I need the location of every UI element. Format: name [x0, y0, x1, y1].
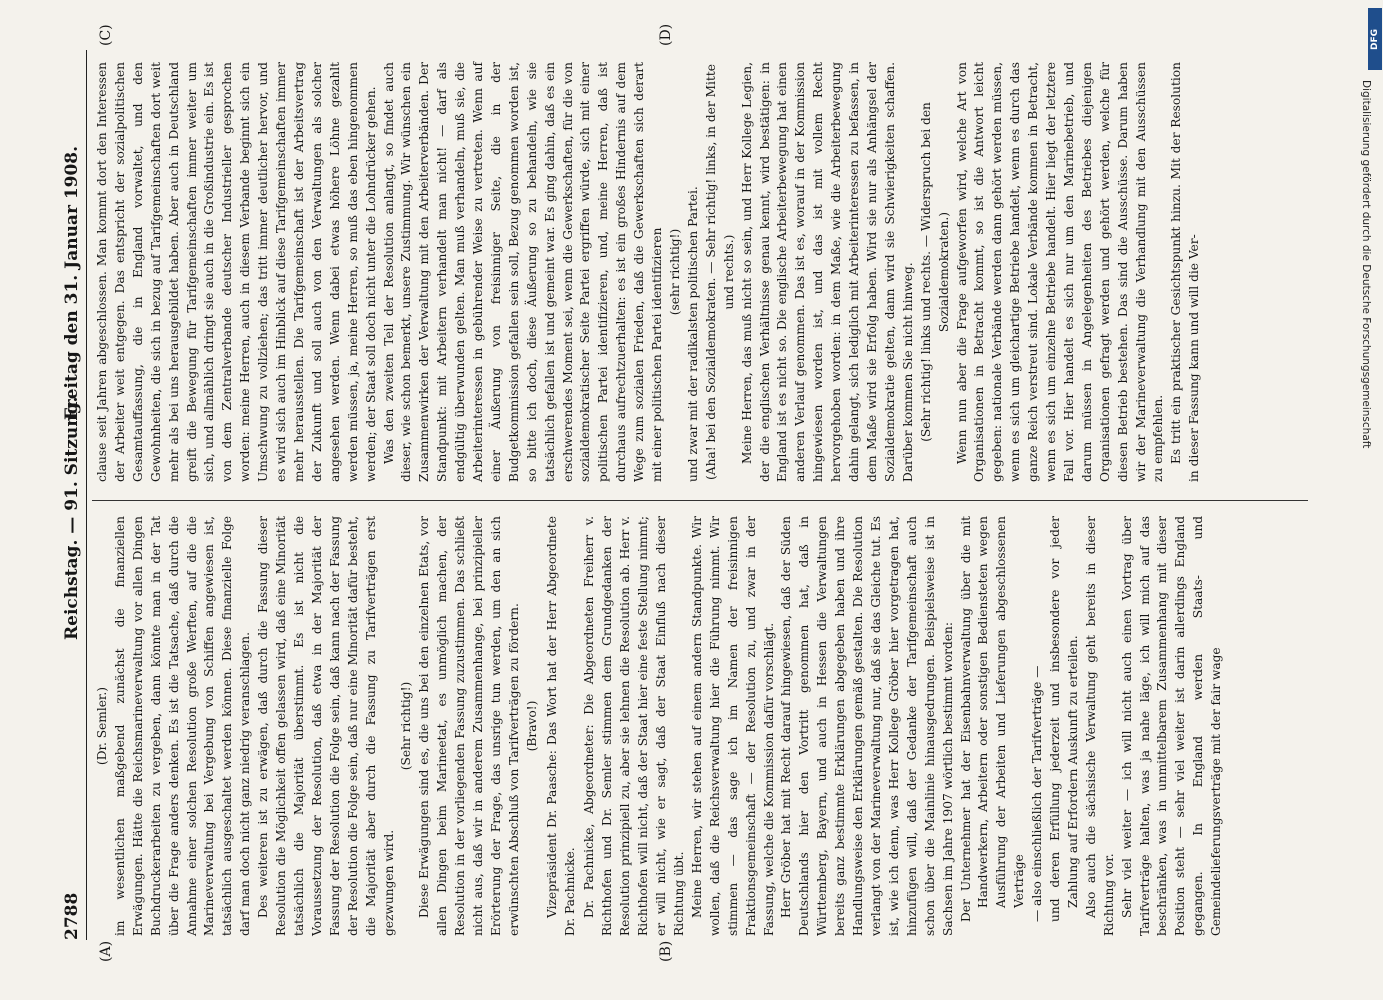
running-header: [58, 50, 84, 940]
quotation: und deren Erfüllung jederzeit und insbesondere vor jeder Zahlung auf Erfordern Auskunft zu erteilen.: [1048, 516, 1080, 922]
rotated-page: [58, 23, 1308, 962]
paragraph: Sehr viel weiter — ich will nicht auch einen Vortrag über Tarifverträge halten, was ja nahe läge, ich will mich auf das beschränken, was in unmittelbarem Zusammenhang mit dieser Position steht — sehr viel weiter ist darin allerdings England gegangen. In England werden Staats- und Gemeindelieferungsverträge mit der fair wage: [1119, 516, 1224, 936]
interjection: (Sehr richtig! links und rechts. — Widerspruch bei den Sozialdemokraten.): [918, 102, 951, 442]
paragraph: Wenn nun aber die Frage aufgeworfen wird, welche Art von Organisationen in Betracht kommt, so ist die Antwort leicht gegeben: nationale Verbände werden dann gehört werden müssen, wenn es sich um gleichartige Betriebe handelt, wenn es durch das ganze Reich verstreut sind. Lokale Verbände kommen in Betracht, wenn es sich um einzelne Betriebe handelt. Hier liegt der letztere Fall vor. Hier handelt es sich nur um den Marinebetrieb, und darum müssen in Angelegenheiten des Betriebes diejenigen Organisationen gefragt werden und gehört werden, welche für diesen Betrieb bestehen. Das sind die Ausschüsse. Darum haben wir der Marineverwaltung die Verhandlung mit den Ausschüssen zu empfehlen.: [954, 62, 1166, 482]
paragraph: Vizepräsident Dr. Paasche: Das Wort hat der Herr Abgeordnete Dr. Pachnicke.: [544, 516, 577, 936]
paragraph: Meine Herren, das muß nicht so sein, und Herr Kollege Legien, der die englischen Verhältnisse genau kennt, wird bestätigen: in England ist es nicht so. Die englische Arbeiterbewegung hat einen anderen Verlauf genommen. Das ist es, worauf in der Kommission hingewiesen worden ist, und das ist mit vollem Recht hervorgehoben worden: in dem Maße, wie die Arbeiterbewegung dahin gelangt, sich lediglich mit Arbeiterinteressen zu befassen, in dem Maße wird sie Erfolg haben. Wird sie nur als Anhängsel der Sozialdemokratie gelten, dann wird sie Schwierigkeiten schaffen. Darüber kommen Sie nicht hinweg.: [739, 62, 915, 482]
paragraph: Was den zweiten Teil der Resolution anlangt, so findet auch dieser, wie schon bemerkt, unsere Zustimmung. Wir wünschen ein Zusammenwirken der Verwaltung mit den Arbeiterverbänden. Der Standpunkt: mit Arbeitern verhandelt man nicht! — darf als endgültig überwunden gelten. Man muß verhandeln, muß sie, die Arbeiterinteressen in gebührender Weise zu vertreten. Wenn auf einer Äußerung von freisinniger Seite, die in der Budgetkommission gefallen sein soll, Bezug genommen worden ist, so bitte ich doch, diese Äußerung so zu behandeln, wie sie tatsächlich gefallen ist und gemeint war. Es ging dahin, daß es ein erschwerendes Moment sei, wenn die Gewerkschaften, für die von sozialdemokratischer Seite Partei ergriffen würde, sich mit einer politischen Partei identifizieren, und, meine Herren, daß ist durchaus aufrechtzuerhalten: es ist ein großes Hindernis auf dem Wege zum sozialen Frieden, daß die Gewerkschaften sich derart mit einer politischen Partei identifizieren: [381, 62, 665, 482]
interjection: (Aha! bei den Sozialdemokraten. — Sehr richtig! links, in der Mitte und rechts.): [703, 64, 736, 480]
interjection: (Sehr richtig!): [399, 681, 414, 771]
dfg-logo: DFG: [1368, 8, 1382, 70]
column-divider: [92, 500, 1308, 501]
paragraph: Diese Erwägungen sind es, die uns bei den einzelnen Etats, vor allen Dingen beim Marineetat, es unmöglich machen, der Resolution in der vorliegenden Fassung zuzustimmen. Das schließt nicht aus, daß wir in anderem Zusammenhange, bei prinzipieller Erörterung der Frage, das unsrige tun werden, um den an sich erwünschten Abschluß von Tarifverträgen zu fördern.: [417, 516, 521, 936]
paragraph: Also auch die sächsische Verwaltung geht bereits in dieser Richtung vor.: [1083, 516, 1116, 936]
margin-mark-c: (C): [98, 24, 114, 46]
margin-mark-a: (A): [98, 940, 114, 962]
paragraph: Des weiteren ist zu erwägen, daß durch die Fassung dieser Resolution die Möglichkeit offen gelassen wird, daß eine Minorität tatsächlich die Majorität überstimmt. Es ist nicht die Voraussetzung der Resolution, daß etwa in der Majorität der Fassung der Resolution die Folge sein, daß kann nach der Fassung der Resolution die Folge sein, daß nur eine Minorität dafür besteht, die Majorität aber durch die Fassung zu Tarifverträgen erst gezwungen wird.: [256, 516, 396, 936]
header-rule: [86, 50, 87, 940]
left-column: [94, 516, 1226, 936]
session-title: Reichstag. — 91. Sitzung.: [62, 396, 82, 640]
margin-mark-b: (B): [658, 940, 674, 962]
margin-mark-d: (D): [658, 23, 674, 46]
digitization-watermark: Digitalisierung gefördert durch die Deutsche Forschungsgemeinschaft: [1360, 80, 1372, 449]
paragraph: Es tritt ein praktischer Gesichtspunkt hinzu. Mit der Resolution in dieser Fassung kann und will die Ver-: [1169, 62, 1202, 482]
speaker-note: (Dr. Semler.): [95, 686, 109, 766]
paragraph: und zwar mit der radikalsten politischen Partei.: [685, 186, 700, 482]
interjection: (Bravo!): [524, 700, 539, 752]
paragraph: im wesentlichen maßgebend zunächst die finanziellen Erwägungen. Hätte die Reichsmarineverwaltung vor allen Dingen Buchdruckerarbeiten zu vergeben, dann könnte man in der Tat über die Frage anders denken. Es ist die Tatsache, daß durch die Annahme einer solchen Resolution große Werften, auf die die Marineverwaltung bei Vergebung von Schiffen angewiesen ist, tatsächlich ausgeschaltet werden können. Diese finanzielle Folge darf man doch nicht ganz niedrig veranschlagen.: [112, 516, 253, 936]
right-column: [94, 62, 1204, 482]
paragraph: Herr Gröber hat mit Recht darauf hingewiesen, daß der Süden Deutschlands hier den Vortritt genommen hat, daß in Württemberg, Bayern, und auch in Hessen die Verwaltungen bereits ganz bestimmte Erklärungen abgegeben haben und ihre Handlungsweise den Erklärungen gemäß gestalten. Die Resolution verlangt von der Marineverwaltung nur, daß sie das Gleiche tut. Es ist, wie ich denn, was Herr Kollege Gröber hier vorgetragen hat, hinzufügen will, daß der Gedanke der Tarifgemeinschaft auch schon über die Mainlinie hinausgedrungen. Beispielsweise ist in Sachsen im Jahre 1907 wörtlich bestimmt worden:: [779, 516, 955, 936]
page-number: 2788: [62, 892, 82, 940]
interjection: (sehr richtig!): [668, 228, 682, 316]
quotation: — also einschließlich der Tarifverträge —: [1030, 665, 1045, 922]
paragraph: clause seit Jahren abgeschlossen. Man kommt dort den Interessen der Arbeiter weit entgegen. Das entspricht der sozialpolitischen Gesamtauffassung, die in England vorwaltet, und den Gewohnheiten, die sich in bezug auf Tarifgemeinschaften dort weit mehr als bei uns herausgebildet haben. Aber auch in Deutschland greift die Bewegung für Tarifgemeinschaften immer weiter um sich, und allmählich dringt sie auch in die Großindustrie ein. Es ist von dem Zentralverbande deutscher Industrieller gesprochen worden: meine Herren, auch in diesem Verbande beginnt sich ein Umschwung zu vollziehen; das tritt immer deutlicher hervor, und es wird sich auch im Hinblick auf diese Tarifgemeinschaften immer mehr herausstellen. Die Tarifgemeinschaft ist der Arbeitsvertrag der Zukunft und soll auch von den Verwaltungen als solcher angesehen werden. Wenn dabei etwas höhere Löhne gezahlt werden müssen, ja, meine Herren, so muß das eben hingenommen werden; der Staat soll doch nicht unter die Lohndrücker gehen.: [95, 62, 378, 482]
session-date: Freitag den 31. Januar 1908.: [62, 145, 82, 420]
paragraph: Meine Herren, wir stehen auf einem andern Standpunkte. Wir wollen, daß die Reichsverwaltung hier die Führung nimmt. Wir stimmen — das sage ich im Namen der freisinnigen Fraktionsgemeinschaft — der Resolution zu, und zwar in der Fassung, welche die Kommission dafür vorschlägt.: [689, 516, 776, 936]
paragraph: Dr. Pachnicke, Abgeordneter: Die Abgeordneten Freiherr v. Richthofen und Dr. Semler stimmen dem Grundgedanken der Resolution prinzipiell zu, aber sie lehnen die Resolution ab. Herr v. Richthofen will nicht, daß der Staat hier eine feste Stellung nimmt; er will nicht, wie er sagt, daß der Staat Einfluß nach dieser Richtung übt.: [582, 516, 686, 936]
quotation: Der Unternehmer hat der Eisenbahnverwaltung über die mit Handwerkern, Arbeitern oder sonstigen Bediensteten wegen Ausführung der Arbeiten und Lieferungen abgeschlossenen Verträge: [958, 516, 1027, 922]
